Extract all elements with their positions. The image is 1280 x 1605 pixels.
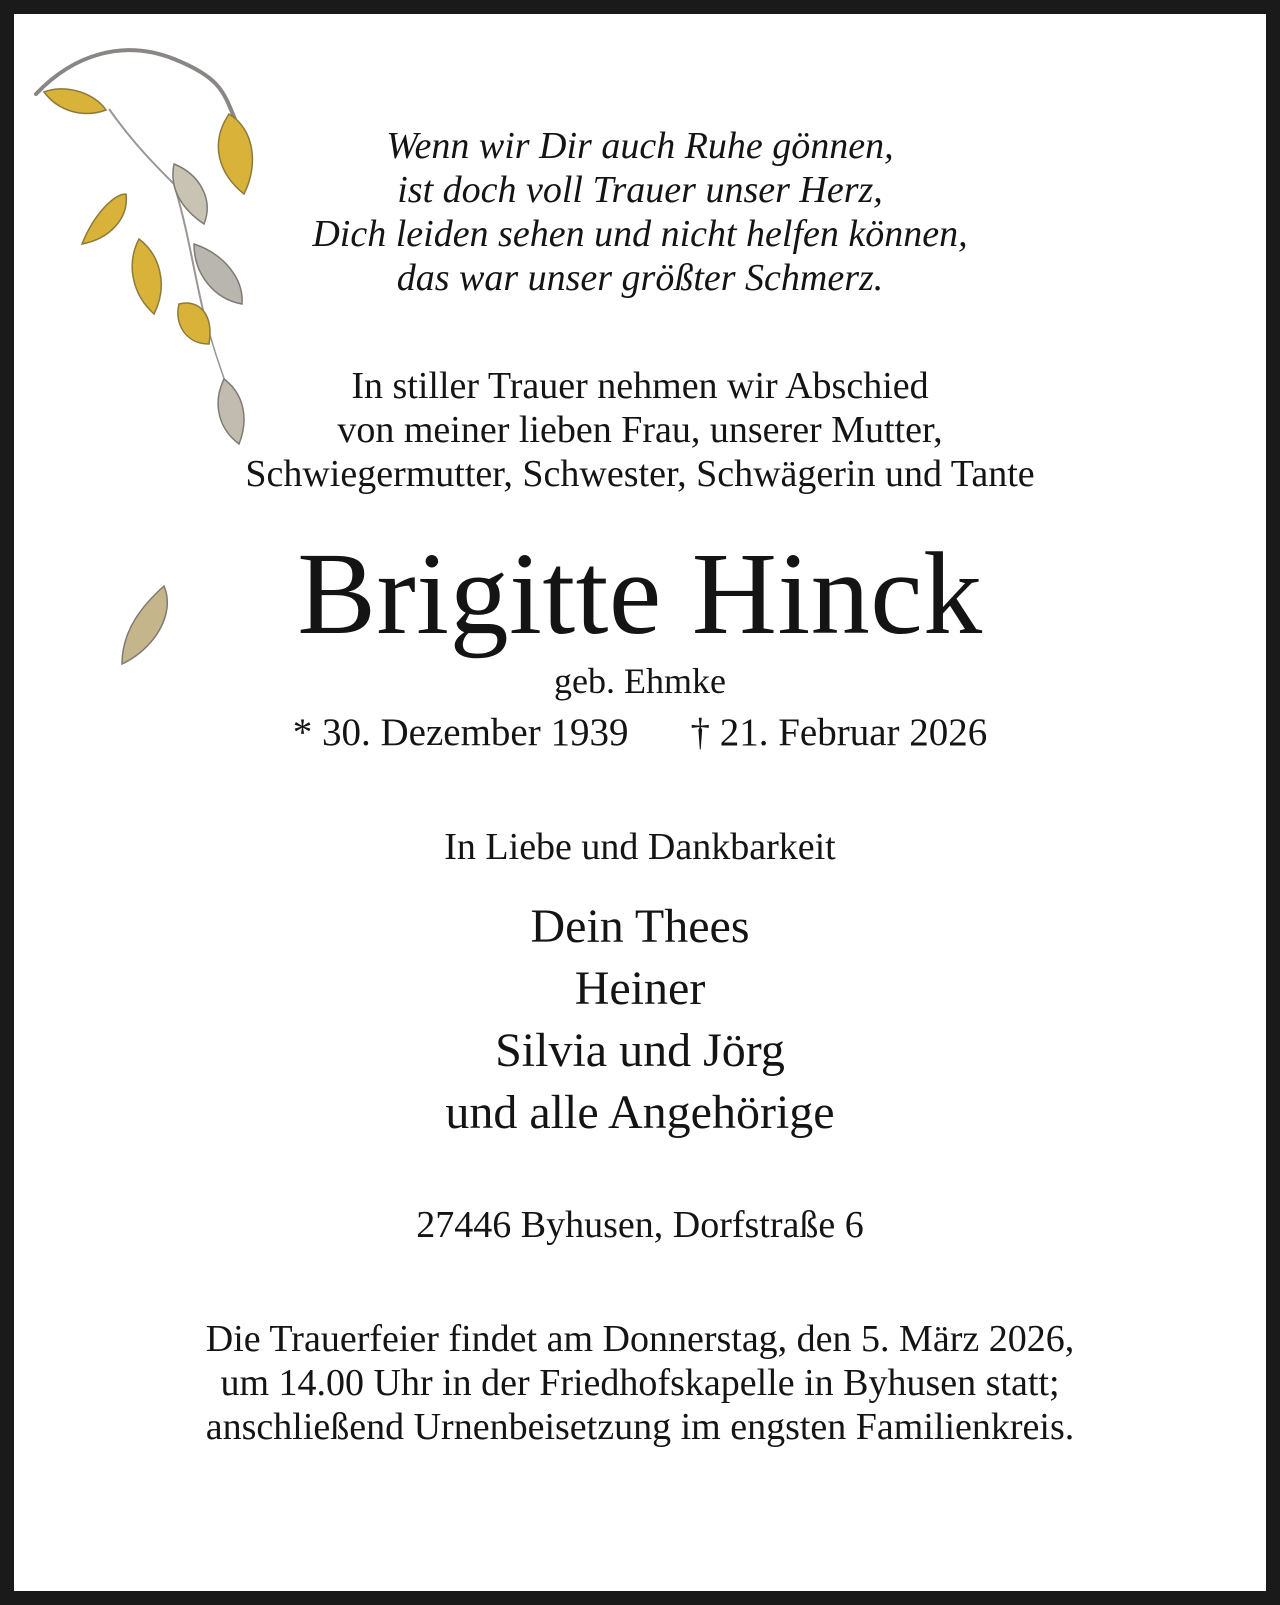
leaf-gold-5 bbox=[178, 303, 210, 344]
maiden-name: geb. Ehmke bbox=[554, 661, 726, 701]
mourner: Heiner bbox=[574, 962, 706, 1015]
birth-date: * 30. Dezember 1939 bbox=[292, 711, 629, 754]
farewell-intro bbox=[14, 364, 1266, 496]
intro-line: In stiller Trauer nehmen wir Abschied bbox=[351, 365, 929, 407]
mourner: Silvia und Jörg bbox=[495, 1024, 785, 1077]
poem-line: Wenn wir Dir auch Ruhe gönnen, bbox=[386, 125, 894, 167]
intro-line: Schwiegermutter, Schwester, Schwägerin und Tante bbox=[245, 453, 1035, 495]
deceased-name: Brigitte Hinck bbox=[297, 528, 983, 659]
mourner: und alle Angehörige bbox=[445, 1086, 835, 1139]
mourner: Dein Thees bbox=[530, 900, 750, 953]
obituary-notice bbox=[14, 14, 1266, 1591]
poem-line: Dich leiden sehen und nicht helfen können, bbox=[312, 213, 968, 255]
service-line: um 14.00 Uhr in der Friedhofskapelle in Byhusen statt; bbox=[220, 1362, 1060, 1404]
service-line: anschließend Urnenbeisetzung im engsten Familienkreis. bbox=[205, 1406, 1075, 1448]
service-line: Die Trauerfeier findet am Donnerstag, den 5. März 2026, bbox=[205, 1318, 1075, 1360]
funeral-service-info bbox=[14, 1317, 1266, 1449]
mourners-list bbox=[14, 896, 1266, 1144]
address: 27446 Byhusen, Dorfstraße 6 bbox=[416, 1204, 864, 1246]
life-dates bbox=[14, 709, 1266, 757]
thanks-line: In Liebe und Dankbarkeit bbox=[444, 826, 836, 868]
intro-line: von meiner lieben Frau, unserer Mutter, bbox=[337, 409, 943, 451]
poem-line: ist doch voll Trauer unser Herz, bbox=[397, 169, 883, 211]
poem bbox=[14, 124, 1266, 300]
death-date: † 21. Februar 2026 bbox=[690, 711, 988, 754]
poem-line: das war unser größter Schmerz. bbox=[396, 257, 884, 299]
leaf-gold-1 bbox=[44, 89, 106, 114]
